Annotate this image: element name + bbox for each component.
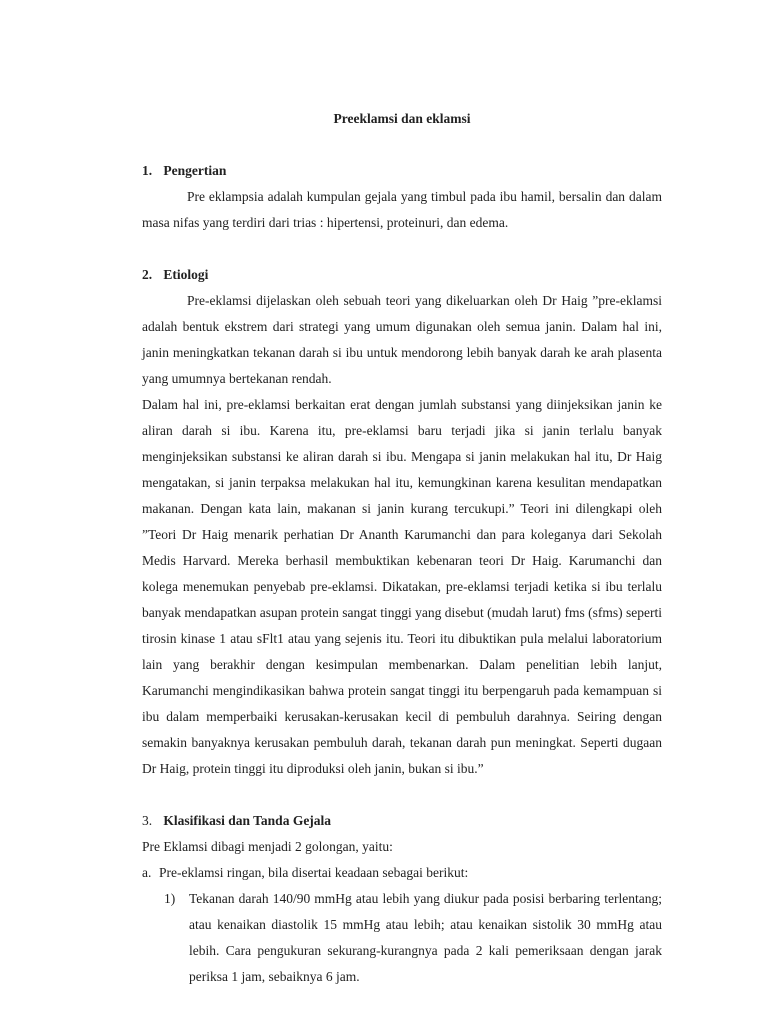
sub-list-item bbox=[142, 886, 662, 990]
paragraph: Pre-eklamsi dijelaskan oleh sebuah teori yang dikeluarkan oleh Dr Haig ”pre-eklamsi adalah bentuk ekstrem dari strategi yang umum digunakan oleh semua janin. Dalam hal ini, janin meningkatkan tekanan darah si ibu untuk mendorong lebih banyak darah ke arah plasenta yang umumnya bertekanan rendah. bbox=[142, 293, 662, 386]
section-heading-klasifikasi bbox=[142, 808, 662, 834]
list-text: Tekanan darah 140/90 mmHg atau lebih yang diukur pada posisi berbaring terlentang; atau kenaikan diastolik 15 mmHg atau lebih; atau kenaikan sistolik 30 mmHg atau lebih. Cara pengukuran sekurang-kurangnya pada 2 kali pemeriksaan dengan jarak periksa 1 jam, sebaiknya 6 jam. bbox=[189, 891, 662, 984]
section-title: Etiologi bbox=[163, 267, 209, 282]
list-marker: 1) bbox=[164, 891, 176, 906]
list-item bbox=[142, 860, 662, 886]
section-heading-etiologi bbox=[142, 262, 662, 288]
document-page bbox=[142, 106, 662, 990]
section-number: 3. bbox=[142, 813, 153, 828]
section-number: 2. bbox=[142, 267, 153, 282]
document-title: Preeklamsi dan eklamsi bbox=[333, 111, 471, 126]
section-title: Klasifikasi dan Tanda Gejala bbox=[163, 813, 332, 828]
list-marker: a. bbox=[142, 865, 152, 880]
paragraph: Pre Eklamsi dibagi menjadi 2 golongan, yaitu: bbox=[142, 839, 393, 854]
paragraph: Dalam hal ini, pre-eklamsi berkaitan erat dengan jumlah substansi yang diinjeksikan janin ke aliran darah si ibu. Karena itu, pre-eklamsi baru terjadi jika si janin terlalu banyak menginjeksikan substansi ke aliran darah si ibu. Mengapa si janin melakukan hal itu, Dr Haig mengatakan, si janin terpaksa melakukan hal itu, kemungkinan karena kesulitan mendapatkan makanan. Dengan kata lain, makanan si janin kurang tercukupi.” Teori ini dilengkapi oleh ”Teori Dr Haig menarik perhatian Dr Ananth Karumanchi dan para koleganya dari Sekolah Medis Harvard. Mereka berhasil membuktikan kebenaran teori Dr Haig. Karumanchi dan kolega menemukan penyebab pre-eklamsi. Dikatakan, pre-eklamsi terjadi ketika si ibu terlalu banyak mendapatkan asupan protein sangat tinggi yang disebut (mudah larut) fms (sfms) seperti tirosin kinase 1 atau sFlt1 atau yang sejenis itu. Teori itu dibuktikan pula melalui laboratorium lain yang berakhir dengan kesimpulan membenarkan. Dalam penelitian lebih lanjut, Karumanchi mengindikasikan bahwa protein sangat tinggi itu berpengaruh pada kemampuan si ibu dalam memperbaiki kerusakan-kerusakan kecil di pembuluh darahnya. Seiring dengan semakin banyaknya kerusakan pembuluh darah, tekanan darah pun meningkat. Seperti dugaan Dr Haig, protein tinggi itu diproduksi oleh janin, bukan si ibu.” bbox=[142, 397, 662, 776]
paragraph: Pre eklampsia adalah kumpulan gejala yang timbul pada ibu hamil, bersalin dan dalam masa nifas yang terdiri dari trias : hipertensi, proteinuri, dan edema. bbox=[142, 189, 662, 230]
section-heading-pengertian bbox=[142, 158, 662, 184]
list-text: Pre-eklamsi ringan, bila disertai keadaan sebagai berikut: bbox=[159, 865, 469, 880]
section-number: 1. bbox=[142, 163, 153, 178]
section-title: Pengertian bbox=[163, 163, 227, 178]
